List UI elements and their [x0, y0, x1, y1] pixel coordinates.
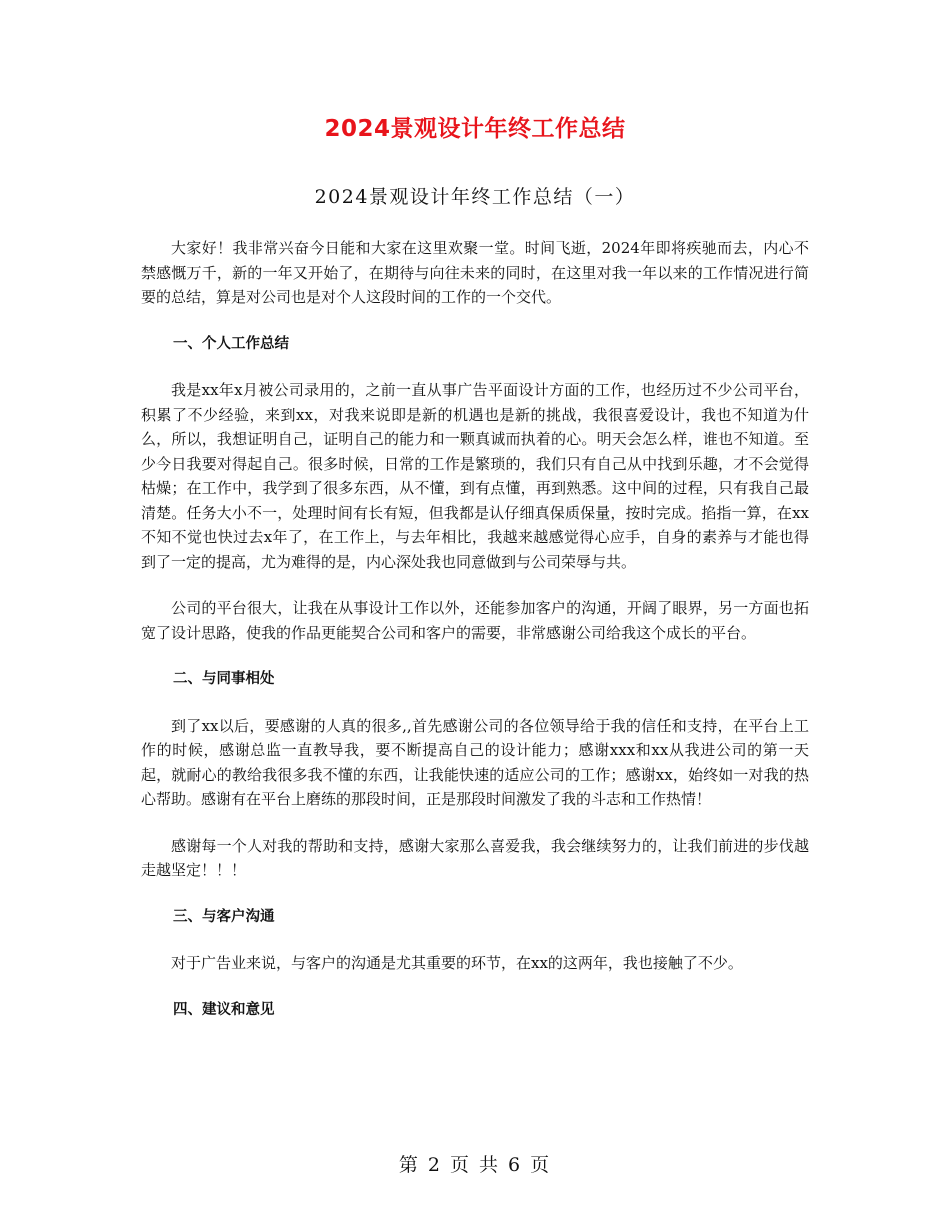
section-heading-suggestions: 四、建议和意见: [173, 1001, 275, 1018]
paragraph: 感谢每一个人对我的帮助和支持，感谢大家那么喜爱我，我会继续努力的，让我们前进的步伐越走越坚定！！！: [141, 836, 809, 879]
section-heading-personal: 一、个人工作总结: [173, 335, 289, 352]
document-subtitle: 2024景观设计年终工作总结（一）: [314, 186, 636, 208]
paragraph: 对于广告业来说，与客户的沟通是尤其重要的环节，在xx的这两年，我也接触了不少。: [171, 954, 743, 972]
intro-paragraph: 大家好！我非常兴奋今日能和大家在这里欢聚一堂。时间飞逝，2024年即将疾驰而去，内心不禁感慨万千，新的一年又开始了，在期待与向往未来的同时，在这里对我一年以来的工作情况进行简要的总结，算是对公司也是对个人这段时间的工作的一个交代。: [141, 239, 809, 306]
section-heading-colleagues: 二、与同事相处: [173, 671, 275, 687]
page-number-footer: 第 2 页 共 6 页: [398, 1154, 552, 1176]
paragraph: 到了xx以后，要感谢的人真的很多,,首先感谢公司的各位领导给于我的信任和支持，在平台上工作的时候，感谢总监一直教导我，要不断提高自己的设计能力；感谢xxx和xx从我进公司的第一天起，就耐心的教给我很多我不懂的东西，让我能快速的适应公司的工作；感谢xx，始终如一对我的热心帮助。感谢有在平台上磨练的那段时间，正是那段时间激发了我的斗志和工作热情！: [141, 716, 809, 808]
paragraph: 公司的平台很大，让我在从事设计工作以外，还能参加客户的沟通，开阔了眼界，另一方面也拓宽了设计思路，使我的作品更能契合公司和客户的需要，非常感谢公司给我这个成长的平台。: [141, 599, 809, 642]
document-body: [141, 236, 809, 1044]
document-title: 2024景观设计年终工作总结: [324, 116, 626, 142]
section-heading-clients: 三、与客户沟通: [173, 908, 275, 925]
paragraph: 我是xx年x月被公司录用的，之前一直从事广告平面设计方面的工作，也经历过不少公司平台，积累了不少经验，来到xx，对我来说即是新的机遇也是新的挑战，我很喜爱设计，我也不知道为什么，所以，我想证明自己，证明自己的能力和一颗真诚而执着的心。明天会怎么样，谁也不知道。至少今日我要对得起自己。很多时候，日常的工作是繁琐的，我们只有自己从中找到乐趣，才不会觉得枯燥；在工作中，我学到了很多东西，从不懂，到有点懂，再到熟悉。这中间的过程，只有我自己最清楚。任务大小不一，处理时间有长有短，但我都是认仔细真保质保量，按时完成。掐指一算，在xx不知不觉也快过去x年了，在工作上，与去年相比，我越来越感觉得心应手，自身的素养与才能也得到了一定的提高，尤为难得的是，内心深处我也同意做到与公司荣辱与共。: [141, 381, 809, 571]
